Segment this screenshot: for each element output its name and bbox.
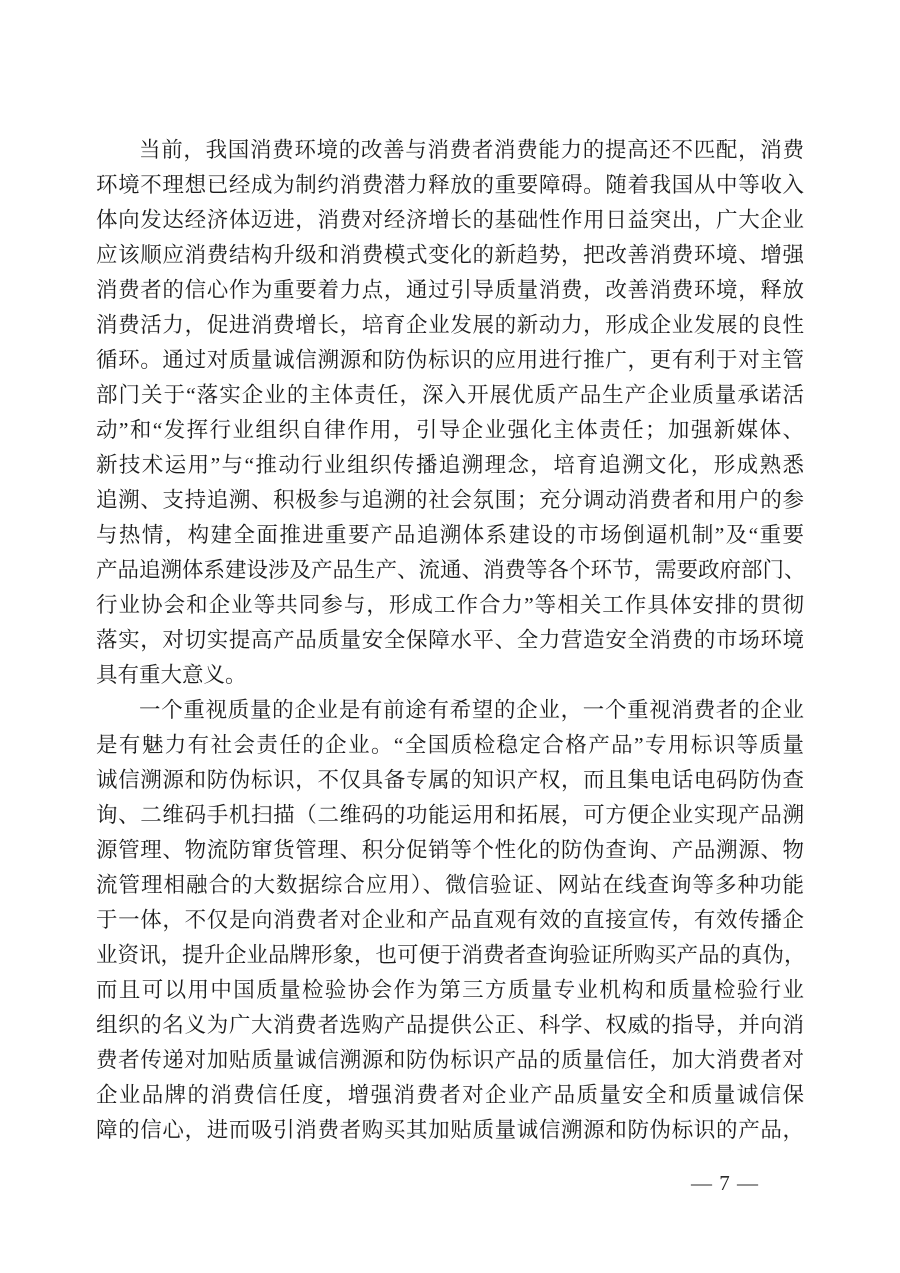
text-line: 追溯、支持追溯、积极参与追溯的社会氛围；充分调动消费者和用户的参 bbox=[96, 488, 804, 512]
text-line: 于一体，不仅是向消费者对企业和产品直观有效的直接宣传，有效传播企 bbox=[96, 908, 804, 932]
text-line: 循环。通过对质量诚信溯源和防伪标识的应用进行推广，更有利于对主管 bbox=[96, 348, 804, 372]
text-line: 新技术运用”与“推动行业组织传播追溯理念，培育追溯文化，形成熟悉 bbox=[96, 453, 804, 477]
text-line: 当前，我国消费环境的改善与消费者消费能力的提高还不匹配，消费 bbox=[139, 138, 804, 162]
text-block bbox=[96, 133, 804, 1148]
text-line: 流管理相融合的大数据综合应用）、微信验证、网站在线查询等多种功能 bbox=[96, 873, 804, 897]
text-line: 一个重视质量的企业是有前途有希望的企业，一个重视消费者的企业 bbox=[139, 698, 804, 722]
text-line: 落实，对切实提高产品质量安全保障水平、全力营造安全消费的市场环境 bbox=[96, 628, 804, 652]
text-line: 产品追溯体系建设涉及产品生产、流通、消费等各个环节，需要政府部门、 bbox=[96, 558, 806, 582]
text-line: 组织的名义为广大消费者选购产品提供公正、科学、权威的指导，并向消 bbox=[96, 1013, 804, 1037]
text-line: 而且可以用中国质量检验协会作为第三方质量专业机构和质量检验行业 bbox=[96, 978, 804, 1002]
text-line: 企业品牌的消费信任度，增强消费者对企业产品质量安全和质量诚信保 bbox=[96, 1083, 804, 1107]
text-line: 环境不理想已经成为制约消费潜力释放的重要障碍。随着我国从中等收入 bbox=[96, 173, 804, 197]
text-line: 询、二维码手机扫描（二维码的功能运用和拓展，可方便企业实现产品溯 bbox=[96, 803, 804, 827]
text-line: 部门关于“落实企业的主体责任，深入开展优质产品生产企业质量承诺活 bbox=[96, 383, 804, 407]
text-line: 应该顺应消费结构升级和消费模式变化的新趋势，把改善消费环境、增强 bbox=[96, 243, 804, 267]
text-line: 诚信溯源和防伪标识，不仅具备专属的知识产权，而且集电话电码防伪查 bbox=[96, 768, 804, 792]
text-line: 动”和“发挥行业组织自律作用，引导企业强化主体责任；加强新媒体、 bbox=[96, 418, 804, 442]
text-line: 费者传递对加贴质量诚信溯源和防伪标识产品的质量信任，加大消费者对 bbox=[96, 1048, 804, 1072]
text-line: 源管理、物流防窜货管理、积分促销等个性化的防伪查询、产品溯源、物 bbox=[96, 838, 804, 862]
text-line: 障的信心，进而吸引消费者购买其加贴质量诚信溯源和防伪标识的产品， bbox=[96, 1118, 804, 1142]
text-line: 体向发达经济体迈进，消费对经济增长的基础性作用日益突出，广大企业 bbox=[96, 208, 804, 232]
text-line: 具有重大意义。 bbox=[96, 663, 247, 687]
text-line: 行业协会和企业等共同参与，形成工作合力”等相关工作具体安排的贯彻 bbox=[96, 593, 804, 617]
text-line: 业资讯，提升企业品牌形象，也可便于消费者查询验证所购买产品的真伪， bbox=[96, 943, 806, 967]
text-line: 是有魅力有社会责任的企业。“全国质检稳定合格产品”专用标识等质量 bbox=[96, 733, 804, 757]
text-line: 与热情，构建全面推进重要产品追溯体系建设的市场倒逼机制”及“重要 bbox=[96, 523, 804, 547]
text-line: 消费活力，促进消费增长，培育企业发展的新动力，形成企业发展的良性 bbox=[96, 313, 804, 337]
page-number: — 7 — bbox=[691, 1171, 759, 1195]
text-line: 消费者的信心作为重要着力点，通过引导质量消费，改善消费环境，释放 bbox=[96, 278, 804, 302]
